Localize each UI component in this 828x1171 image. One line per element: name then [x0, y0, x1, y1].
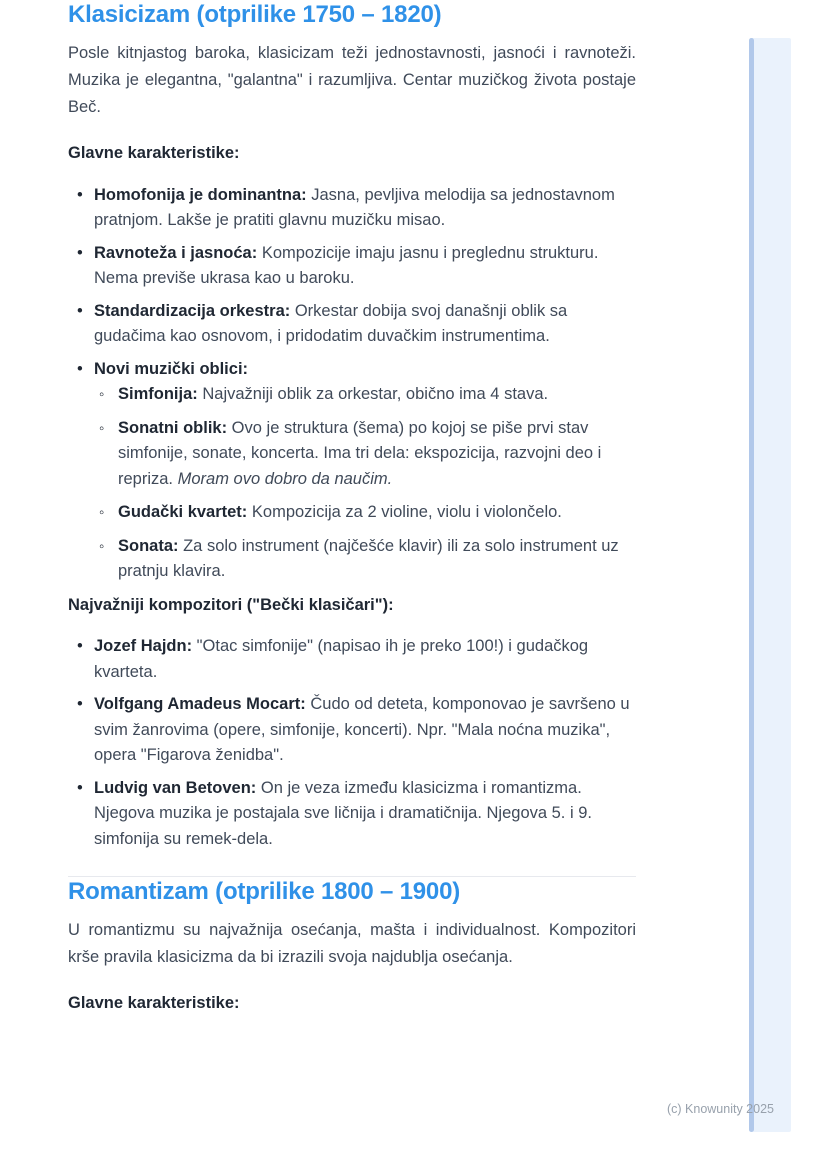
- scrollbar-track[interactable]: [749, 38, 791, 1132]
- term-bold: Ludvig van Betoven:: [94, 778, 257, 797]
- term-bold: Ravnoteža i jasnoća:: [94, 243, 258, 262]
- term-description: Najvažniji oblik za orkestar, obično ima 4 stava.: [197, 385, 549, 403]
- term-bold: Sonata:: [118, 536, 179, 555]
- list-item: [68, 634, 636, 685]
- term-bold: Jozef Hajdn:: [94, 637, 193, 655]
- document-page-content: [68, 0, 636, 1033]
- classicism-characteristics-label: Glavne karakteristike:: [68, 144, 240, 162]
- term-description: Kompozicija za 2 violine, violu i violončelo.: [247, 503, 562, 521]
- term-description: Jasna, pevljiva melodija sa jednostavnom pratnjom. Lakše je pratiti glavnu muzičku misao.: [94, 185, 615, 229]
- classicism-composers-list: [68, 634, 636, 852]
- term-description: Za solo instrument (najčešće klavir) ili za solo instrument uz pratnju klavira.: [118, 536, 619, 580]
- classicism-characteristics-list: [68, 183, 636, 585]
- list-item: [68, 299, 636, 350]
- personal-note-italic: Moram ovo dobro da naučim.: [177, 469, 393, 488]
- term-description: Čudo od deteta, komponovao je savršeno u svim žanrovima (opere, simfonije, koncerti). Npr. "Mala noćna muzika", opera "Figarova ženidba".: [94, 695, 630, 764]
- copyright-watermark: (c) Knowunity 2025: [666, 1102, 774, 1116]
- term-bold: Gudački kvartet:: [118, 503, 248, 521]
- term-description: Orkestar dobija svoj današnji oblik sa gudačima kao osnovom, i pridodatim duvačkim instrumentima.: [94, 301, 568, 345]
- term-description: On je veza između klasicizma i romantizma. Njegova muzika je postajala sve ličnija i dramatičnija. Njegova 5. i 9. simfonija su remek-dela.: [94, 778, 592, 848]
- classicism-intro-paragraph: Posle kitnjastog baroka, klasicizam teži jednostavnosti, jasnoći i ravnoteži. Muzika je elegantna, "galantna" i razumljiva. Centar muzičkog života postaje Beč.: [68, 44, 636, 116]
- sublist-item: [94, 534, 636, 585]
- heading-classicism: Klasicizam (otprilike 1750 – 1820): [68, 1, 442, 28]
- romanticism-characteristics-label: Glavne karakteristike:: [68, 994, 240, 1012]
- list-item: [68, 776, 636, 853]
- heading-romanticism: Romantizam (otprilike 1800 – 1900): [68, 878, 461, 905]
- term-description: Kompozicije imaju jasnu i preglednu strukturu. Nema previše ukrasa kao u baroku.: [94, 243, 599, 287]
- sublist-item: [94, 500, 636, 526]
- term-description: "Otac simfonije" (napisao ih je preko 100!) i gudačkog kvarteta.: [94, 637, 589, 681]
- classicism-forms-sublist: [94, 382, 636, 585]
- romanticism-intro-paragraph: U romantizmu su najvažnija osećanja, mašta i individualnost. Kompozitori krše pravila klasicizma da bi izrazili svoja najdublja osećanja.: [68, 921, 636, 966]
- list-item: [68, 241, 636, 292]
- scrollbar-thumb[interactable]: [749, 38, 754, 1132]
- term-bold: Homofonija je dominantna:: [94, 185, 307, 204]
- classicism-composers-label: Najvažniji kompozitori ("Bečki klasičari"):: [68, 595, 394, 614]
- list-item: [68, 692, 636, 769]
- term-description: Ovo je struktura (šema) po kojoj se piše prvi stav simfonije, sonate, koncerta. Ima tri dela: ekspozicija, razvojni deo i repriza.: [118, 418, 602, 488]
- term-bold: Novi muzički oblici:: [94, 359, 249, 378]
- list-item: [68, 183, 636, 234]
- term-bold: Sonatni oblik:: [118, 418, 228, 437]
- term-bold: Volfgang Amadeus Mocart:: [94, 695, 306, 713]
- term-bold: Simfonija:: [118, 385, 198, 403]
- sublist-item: [94, 382, 636, 408]
- list-item: [68, 357, 636, 585]
- sublist-item: [94, 416, 636, 493]
- term-bold: Standardizacija orkestra:: [94, 301, 291, 320]
